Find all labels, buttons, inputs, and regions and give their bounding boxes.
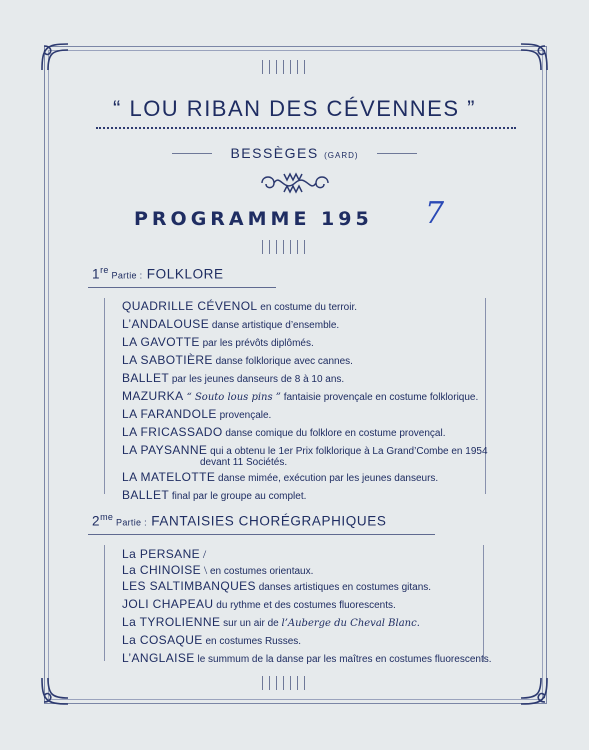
handwritten-year-digit: 7	[425, 196, 445, 231]
subtitle-dash-left	[172, 153, 212, 154]
mid-tick-ornament	[262, 240, 305, 254]
list-item: L’ANGLAISE le summum de la danse par les maîtres en costumes fluorescents.	[122, 651, 492, 665]
part2-rule	[88, 534, 435, 535]
top-tick-ornament	[262, 60, 305, 74]
part1-heading: 1re Partie : FOLKLORE	[92, 265, 224, 282]
department: (GARD)	[324, 151, 359, 160]
list-item: LES SALTIMBANQUES danses artistiques en costumes gitans.	[122, 579, 432, 593]
bottom-tick-ornament	[262, 676, 305, 690]
list-item: La PERSANE /	[122, 547, 207, 561]
part2-heading: $2^{me}$ Partie : FANTAISIES CHORÉGRAPHIQUES	[92, 512, 387, 529]
list-item: JOLI CHAPEAU du rythme et des costumes fluorescents.	[122, 597, 396, 611]
list-item: L’ANDALOUSE danse artistique d’ensemble.	[122, 317, 340, 331]
list-item: BALLET par les jeunes danseurs de 8 à 10 ans.	[122, 371, 345, 385]
title-dotted-rule	[96, 127, 516, 132]
corner-ornament-top-left	[38, 40, 72, 74]
programme-heading: PROGRAMME 195	[134, 208, 373, 230]
subtitle	[0, 145, 589, 163]
list-item: La CHINOISE \ en costumes orientaux.	[122, 563, 314, 577]
list-item: LA FARANDOLE provençale.	[122, 407, 272, 421]
part1-rule	[88, 287, 276, 288]
list-item: La COSAQUE en costumes Russes.	[122, 633, 302, 647]
list-item: LA FRICASSADO danse comique du folklore en costume provençal.	[122, 425, 446, 439]
list-item: MAZURKA “ Souto lous pins ” fantaisie provençale en costume folklorique.	[122, 389, 479, 403]
corner-ornament-top-right	[517, 40, 551, 74]
list-item: QUADRILLE CÉVENOL en costume du terroir.	[122, 299, 358, 313]
list-item: LA MATELOTTE danse mimée, exécution par les jeunes danseurs.	[122, 470, 439, 484]
list-item: LA PAYSANNE qui a obtenu le 1er Prix folklorique à La Grand’Combe en 1954 devant 11 Sociétés.	[122, 443, 488, 468]
corner-ornament-bottom-right	[517, 674, 551, 708]
list-item: BALLET final par le groupe au complet.	[122, 488, 307, 502]
flourish-ornament	[258, 170, 332, 196]
subtitle-dash-right	[377, 153, 417, 154]
list-item: La TYROLIENNE sur un air de l’Auberge du Cheval Blanc.	[122, 615, 420, 629]
list-item: LA SABOTIÈRE danse folklorique avec cannes.	[122, 353, 353, 367]
page-title: “ LOU RIBAN DES CÉVENNES ”	[113, 96, 476, 121]
list-item: LA GAVOTTE par les prévôts diplômés.	[122, 335, 314, 349]
town-name: BESSÈGES	[230, 145, 319, 161]
corner-ornament-bottom-left	[38, 674, 72, 708]
